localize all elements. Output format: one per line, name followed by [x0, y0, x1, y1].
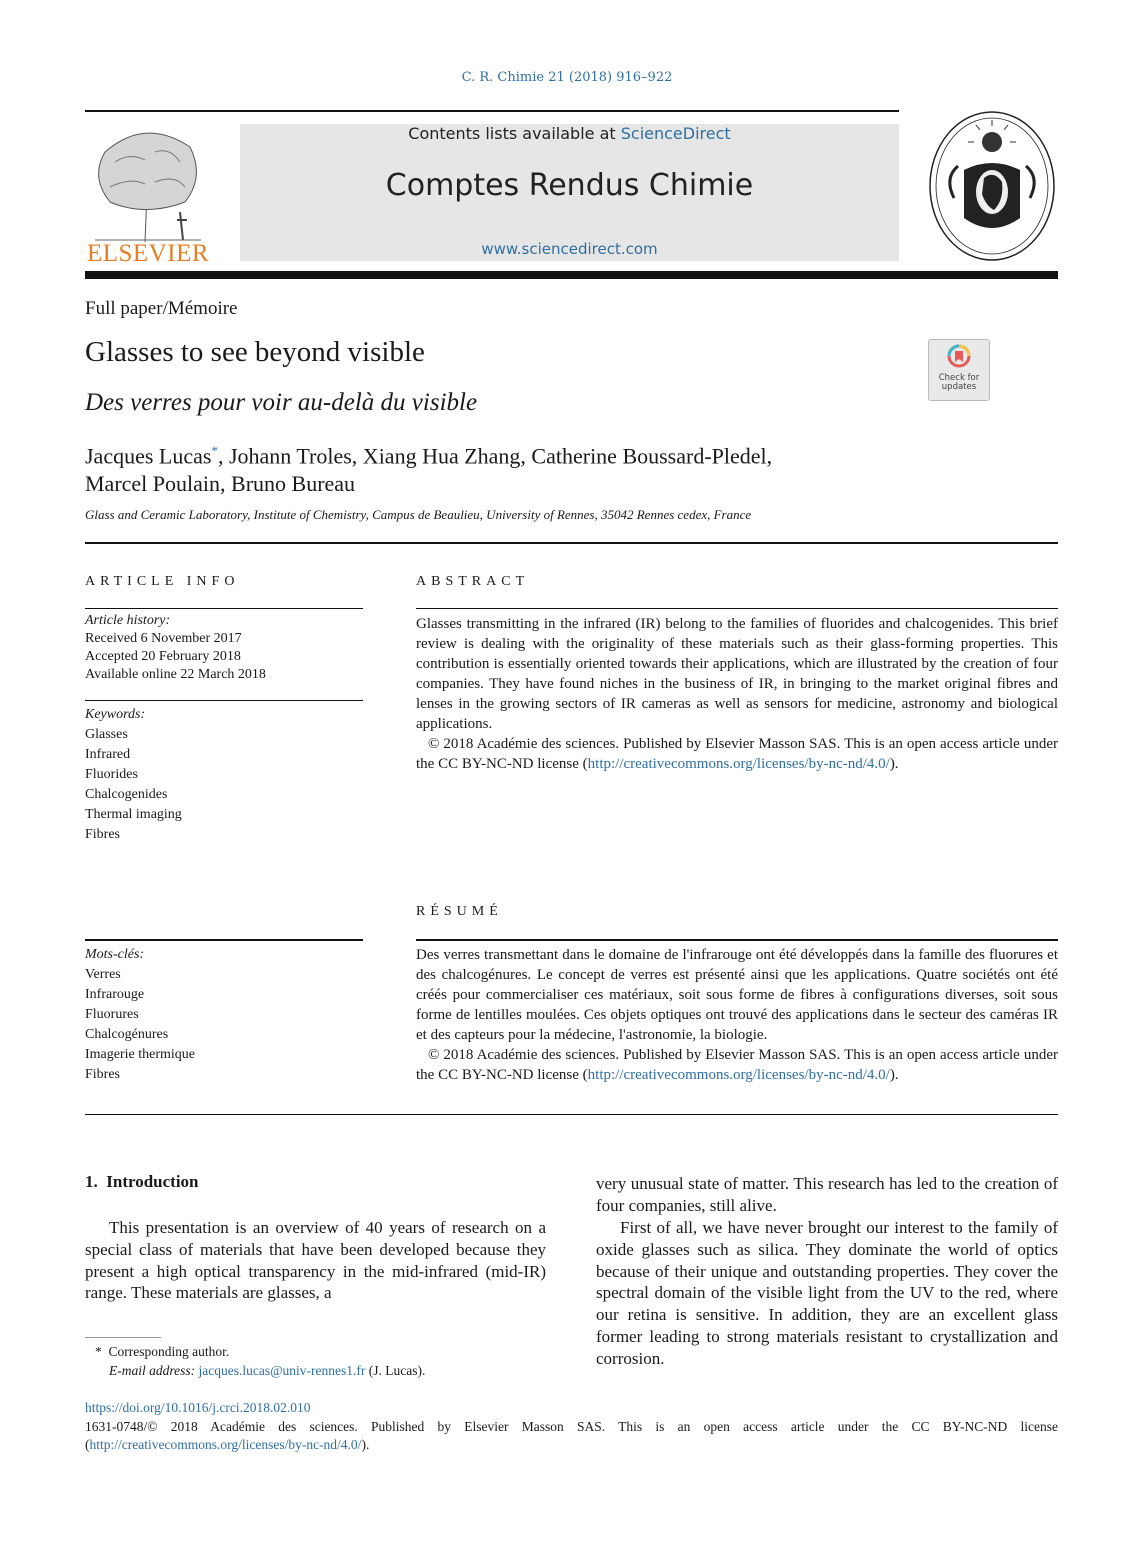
- email-owner: (J. Lucas).: [368, 1363, 426, 1378]
- check-updates-label: Check for updates: [938, 373, 980, 392]
- introduction-heading: 1. Introduction: [85, 1172, 199, 1191]
- resume-paragraph: Des verres transmettant dans le domaine de l'infrarouge ont été développés dans la famille des fluorures et des chalcogénures. Le concept de verres est présenté ainsi que les applications. Quatre sociétés ont été créés pour commercialiser ces matériaux, soit sous forme de fibres à configurations diverses, soit sous forme de lentilles moulées. Ces objets optiques ont trouvé des applications dans le secteur des caméras IR et des capteurs pour la médecine, l'astronomie, la biologie.: [416, 947, 1058, 1043]
- received-date: Received 6 November 2017: [85, 631, 242, 646]
- motscles-rule: [85, 939, 363, 941]
- sciencedirect-link[interactable]: ScienceDirect: [620, 124, 731, 143]
- section-type: Full paper/Mémoire: [85, 298, 238, 319]
- motscle-item: Fibres: [85, 1067, 120, 1082]
- motscle-item: Chalcogénures: [85, 1027, 169, 1042]
- abstract-heading: ABSTRACT: [416, 574, 530, 589]
- keyword-item: Thermal imaging: [85, 807, 182, 822]
- affiliation: Glass and Ceramic Laboratory, Institute of Chemistry, Campus de Beaulieu, University of Rennes, 35042 Rennes cedex, France: [85, 507, 752, 522]
- authors-line-2: Marcel Poulain, Bruno Bureau: [85, 471, 356, 497]
- motscle-item: Verres: [85, 967, 121, 982]
- motscle-item: Fluorures: [85, 1007, 139, 1022]
- elsevier-wordmark: ELSEVIER: [86, 240, 210, 267]
- academie-seal-emblem: [924, 108, 1060, 264]
- title-block-rule: [85, 542, 1058, 544]
- resume-copyright: [416, 1045, 1058, 1085]
- article-info-heading: ARTICLE INFO: [85, 574, 240, 589]
- abstract-block-bottom-rule: [85, 1114, 1058, 1115]
- authors-line-1: , Johann Troles, Xiang Hua Zhang, Catherine Boussard-Pledel,: [217, 443, 773, 469]
- article-history: [85, 612, 266, 684]
- journal-title: Comptes Rendus Chimie: [385, 168, 754, 203]
- footnote-rule: [85, 1337, 161, 1338]
- corresponding-author-footnote: [85, 1342, 425, 1380]
- intro-paragraph-right: First of all, we have never brought our interest to the family of oxide glasses such as silica. They dominate the world of optics because of their unique and outstanding properties. They cover the spectral domain of the visible light from the UV to the red, where our retina is sensitive. In addition, they are an excellent glass former leading to strong materials resistant to crystallization and corrosion.: [596, 1218, 1058, 1368]
- corresponding-author-mark[interactable]: *: [211, 443, 218, 458]
- abstract-paragraph: Glasses transmitting in the infrared (IR) belong to the families of fluorides and chalcogenides. This brief review is dealing with the originality of these materials such as their glass-forming properties. This contribution is essentially oriented towards their applications, which are illustrated by the creation of four companies. They have found niches in the business of IR, in bringing to the market original fibres and lenses in the growing sectors of IR cameras as well as sensors for medicine, astronomy and biological applications.: [416, 616, 1058, 732]
- keywords-rule: [85, 700, 363, 701]
- online-date: Available online 22 March 2018: [85, 667, 266, 682]
- resume-body: [416, 945, 1058, 1085]
- resume-license-link[interactable]: http://creativecommons.org/licenses/by-nc-nd/4.0/: [587, 1067, 890, 1083]
- check-updates-icon: [947, 344, 971, 368]
- journal-url-link[interactable]: www.sciencedirect.com: [481, 240, 658, 258]
- header-thick-rule: [85, 271, 1058, 279]
- motscles-label: Mots-clés:: [85, 947, 145, 962]
- motscle-item: Imagerie thermique: [85, 1047, 196, 1062]
- keyword-item: Chalcogenides: [85, 787, 168, 802]
- intro-paragraph-left: This presentation is an overview of 40 years of research on a special class of materials that have been developed because they present a high optical transparency in the mid-infrared (mid-IR) range. These materials are glasses, a: [85, 1218, 546, 1303]
- abstract-copyright-text: © 2018 Académie des sciences. Published by Elsevier Masson SAS. This is an open access article under the CC BY-NC-ND license (: [416, 736, 1058, 772]
- article-info-rule: [85, 608, 363, 609]
- keyword-item: Infrared: [85, 747, 131, 762]
- issn-end: ).: [361, 1437, 370, 1452]
- motscles-list: [85, 945, 195, 1085]
- history-label: Article history:: [85, 613, 171, 628]
- intro-paragraph-right-continued: very unusual state of matter. This research has led to the creation of four companies, still alive.: [596, 1174, 1058, 1215]
- footer-license-link[interactable]: http://creativecommons.org/licenses/by-nc-nd/4.0/: [89, 1437, 362, 1452]
- keyword-item: Fluorides: [85, 767, 138, 782]
- author-name[interactable]: Jacques Lucas: [85, 443, 212, 469]
- resume-heading: RÉSUMÉ: [416, 904, 503, 919]
- issn-text: 1631-0748/© 2018 Académie des sciences. Published by Elsevier Masson SAS. This is an open access article under the CC BY-NC-ND license (: [85, 1419, 1058, 1452]
- keywords-label: Keywords:: [85, 707, 146, 722]
- email-label: E-mail address:: [109, 1363, 196, 1378]
- abstract-rule: [416, 608, 1058, 609]
- author-email-link[interactable]: jacques.lucas@univ-rennes1.fr: [198, 1363, 366, 1378]
- abstract-copyright-end: ).: [889, 756, 899, 772]
- motscle-item: Infrarouge: [85, 987, 145, 1002]
- resume-copyright-end: ).: [889, 1067, 899, 1083]
- keyword-item: Fibres: [85, 827, 120, 842]
- keyword-item: Glasses: [85, 727, 128, 742]
- resume-copyright-text: © 2018 Académie des sciences. Published by Elsevier Masson SAS. This is an open access article under the CC BY-NC-ND license (: [416, 1047, 1058, 1083]
- article-title-english: Glasses to see beyond visible: [85, 336, 425, 368]
- resume-rule: [416, 939, 1058, 941]
- issn-license-line: [85, 1418, 1058, 1454]
- author-list: [85, 437, 915, 498]
- keywords-list: [85, 705, 182, 845]
- check-for-updates-button[interactable]: [928, 339, 990, 401]
- journal-citation[interactable]: C. R. Chimie 21 (2018) 916–922: [461, 70, 673, 85]
- article-title-french: Des verres pour voir au-delà du visible: [85, 389, 478, 416]
- abstract-license-link[interactable]: http://creativecommons.org/licenses/by-nc-nd/4.0/: [587, 756, 890, 772]
- footnote-corresponding: Corresponding author.: [108, 1344, 230, 1359]
- abstract-copyright: [416, 734, 1058, 774]
- accepted-date: Accepted 20 February 2018: [85, 649, 241, 664]
- contents-prefix: Contents lists available at: [408, 124, 621, 143]
- contents-line: [240, 124, 899, 143]
- footnote-mark: *: [95, 1344, 102, 1359]
- doi-link[interactable]: https://doi.org/10.1016/j.crci.2018.02.010: [85, 1400, 311, 1415]
- header-top-rule: [85, 110, 899, 112]
- abstract-body: [416, 614, 1058, 774]
